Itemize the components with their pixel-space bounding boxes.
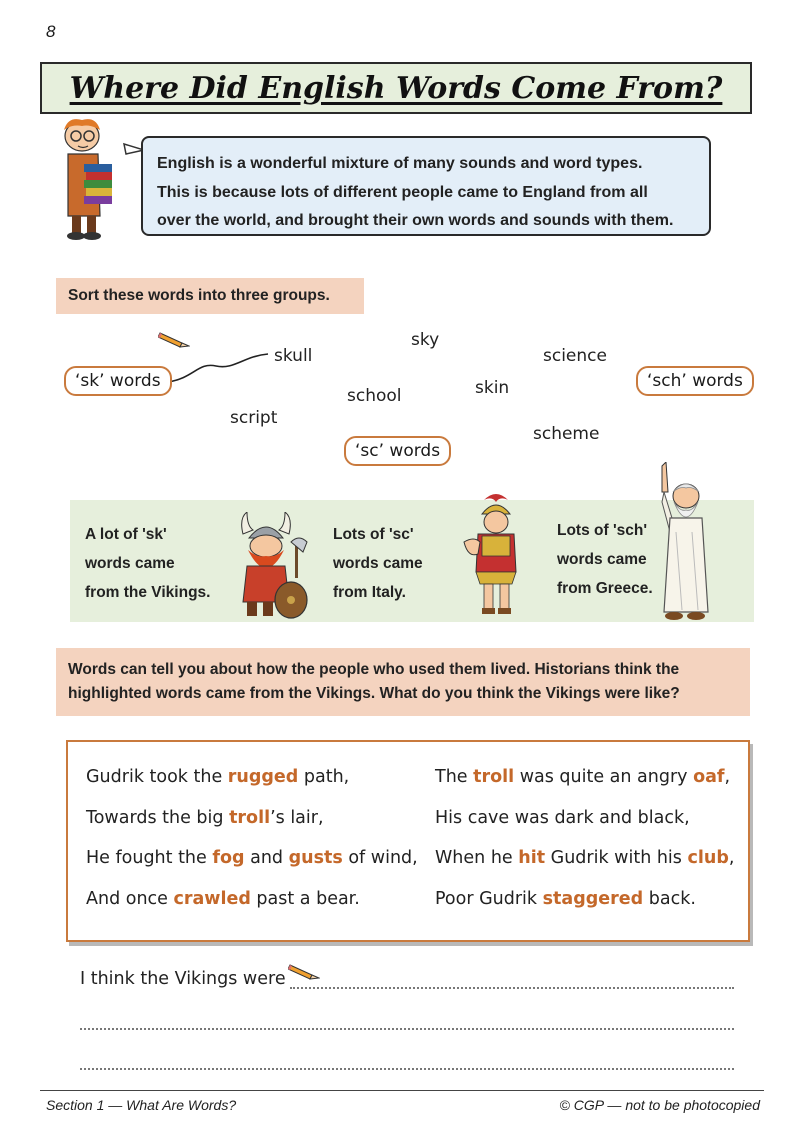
poem-line <box>86 879 418 920</box>
poem-line <box>435 798 734 839</box>
highlighted-word: oaf <box>693 767 725 787</box>
intro-line: over the world, and brought their own words and sounds with them. <box>157 212 674 229</box>
word-skin: skin <box>475 378 510 398</box>
origin-italy-text <box>333 520 423 607</box>
poem-text: ’s lair, <box>270 807 324 828</box>
boy-with-books-icon <box>54 116 146 240</box>
origin-vikings-text <box>85 520 210 607</box>
highlighted-word: troll <box>473 767 515 787</box>
poem-text: past a bear. <box>250 888 360 909</box>
word-skull: skull <box>274 346 313 366</box>
highlighted-word: rugged <box>227 767 299 787</box>
poem-text: The <box>435 767 474 787</box>
pencil-icon <box>288 962 320 980</box>
group-sc-words: ‘sc’ words <box>344 436 451 466</box>
group-sch-words: ‘sch’ words <box>636 366 754 396</box>
roman-soldier-icon <box>460 492 534 618</box>
poem-line <box>435 838 734 879</box>
greek-man-icon <box>652 462 716 624</box>
poem-text: When he <box>435 848 519 868</box>
origin-line: Lots of 'sch' <box>557 522 648 539</box>
poem-text: And once <box>86 888 174 909</box>
footer-divider <box>40 1090 764 1091</box>
poem-text: and <box>244 848 289 868</box>
sort-instruction: Sort these words into three groups. <box>56 278 364 314</box>
highlighted-word: crawled <box>173 888 251 909</box>
word-school: school <box>347 386 402 406</box>
poem-text: Poor Gudrik <box>435 888 543 909</box>
poem-text: Gudrik took the <box>86 767 228 787</box>
poem-text: of wind, <box>342 848 418 868</box>
origin-line: words came <box>333 555 423 572</box>
highlighted-word: staggered <box>542 888 644 909</box>
poem-line <box>435 879 734 920</box>
origin-line: from Italy. <box>333 584 406 601</box>
poem-text: His cave was dark and black, <box>435 807 690 828</box>
instruction-line: Words can tell you about how the people who used them lived. Historians think the <box>68 661 680 678</box>
footer-copyright: © CGP — not to be photocopied <box>559 1097 760 1113</box>
poem-right-column <box>435 757 734 919</box>
title-banner <box>40 62 752 114</box>
viking-icon <box>233 512 311 620</box>
highlighted-word: fog <box>212 848 245 868</box>
poem-text: He fought the <box>86 848 213 868</box>
poem-line <box>435 757 734 798</box>
highlighted-word: hit <box>518 848 546 868</box>
answer-line-2[interactable] <box>80 1028 734 1030</box>
origin-line: A lot of 'sk' <box>85 526 167 543</box>
poem-text: back. <box>643 888 696 909</box>
word-science: science <box>543 346 607 366</box>
poem-text: path, <box>298 767 350 787</box>
intro-line: English is a wonderful mixture of many sounds and word types. <box>157 155 643 172</box>
vikings-instruction <box>56 648 750 716</box>
word-scheme: scheme <box>533 424 600 444</box>
highlighted-word: gusts <box>288 848 343 868</box>
poem-line <box>86 838 418 879</box>
intro-line: This is because lots of different people came to England from all <box>157 183 648 201</box>
poem-text: , <box>728 848 735 868</box>
page-number: 8 <box>46 22 56 41</box>
poem-left-column <box>86 757 418 919</box>
origin-line: Lots of 'sc' <box>333 526 414 543</box>
origin-line: words came <box>85 555 175 572</box>
poem-text: Gudrik with his <box>545 848 688 868</box>
poem-text: , <box>724 767 731 787</box>
poem-text: was quite an angry <box>514 767 694 787</box>
poem-line <box>86 757 418 798</box>
origin-line: from Greece. <box>557 580 653 597</box>
word-sky: sky <box>411 330 440 350</box>
answer-line-1[interactable] <box>290 987 734 989</box>
instruction-line: highlighted words came from the Vikings. What do you think the Vikings were like? <box>68 685 680 702</box>
group-sk-words: ‘sk’ words <box>64 366 172 396</box>
intro-speech-box <box>141 136 711 236</box>
highlighted-word: troll <box>229 807 271 828</box>
origin-greece-text <box>557 516 653 603</box>
page-title: Where Did English Words Come From? <box>69 70 723 106</box>
poem-text: Towards the big <box>86 807 230 828</box>
origin-line: words came <box>557 551 647 568</box>
poem-line <box>86 798 418 839</box>
answer-prompt: I think the Vikings were <box>80 969 286 989</box>
footer-section: Section 1 — What Are Words? <box>46 1097 237 1113</box>
example-link-line <box>164 344 274 388</box>
origin-line: from the Vikings. <box>85 584 211 601</box>
answer-line-3[interactable] <box>80 1068 734 1070</box>
highlighted-word: club <box>687 848 729 868</box>
word-script: script <box>230 408 278 428</box>
